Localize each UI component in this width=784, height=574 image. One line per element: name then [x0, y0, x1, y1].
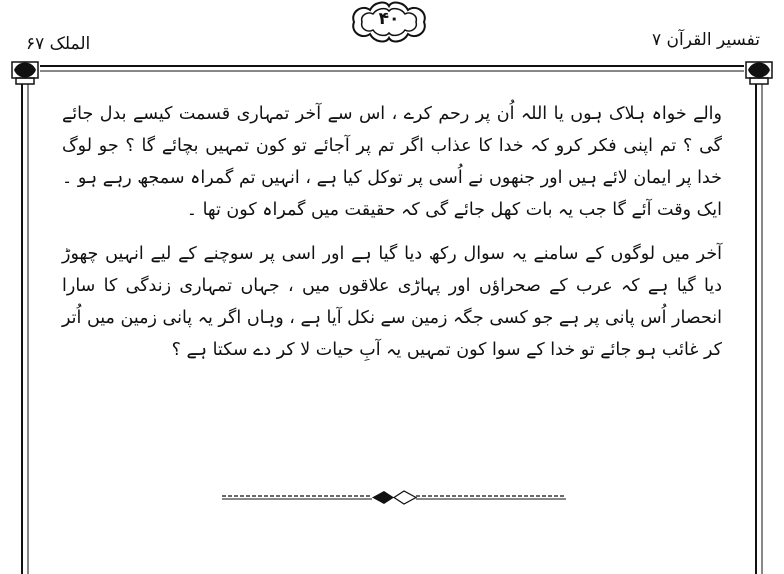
book-title-header: تفسیر القرآن ۷: [651, 30, 760, 50]
page-number: ۴۰: [378, 9, 400, 29]
surah-name-header: الملک ۶۷: [26, 34, 91, 54]
left-corner-ornament-icon: [12, 62, 38, 84]
paragraph-2: آخر میں لوگوں کے سامنے یہ سوال رکھ دیا گیا ہے اور اسی پر سوچنے کے لیے انہیں چھوڑ دیا گیا ہے کہ عرب کے صحراؤں اور پہاڑی علاقوں میں ، جہاں تمہاری زندگی کا سارا انحصار اُس پانی پر ہے جو کسی جگہ زمین سے نکل آیا ہے ، وہاں اگر یہ پانی زمین میں اُتر کر غائب ہو جائے تو خدا کے سوا کون تمہیں یہ آبِ حیات لا کر دے سکتا ہے ؟: [62, 244, 722, 360]
right-corner-ornament-icon: [746, 62, 772, 84]
section-end-ornament-icon: [222, 488, 566, 506]
paragraph-1: والے خواہ ہلاک ہوں یا اللہ اُن پر رحم کرے ، اس سے آخر تمہاری قسمت کیسے بدل جائے گی ؟ تم اپنی فکر کرو کہ خدا کا عذاب اگر تم پر آجائے تو کون تمہیں بچائے گا ؟ جو لوگ خدا پر ایمان لائے ہیں اور جنھوں نے اُسی پر توکل کیا ہے ، انہیں تم گمراہ سمجھ رہے ہو ۔ ایک وقت آئے گا جب یہ بات کھل جائے گی کہ حقیقت میں گمراہ کون تھا ۔: [62, 104, 722, 220]
tafsir-text: [62, 98, 722, 366]
